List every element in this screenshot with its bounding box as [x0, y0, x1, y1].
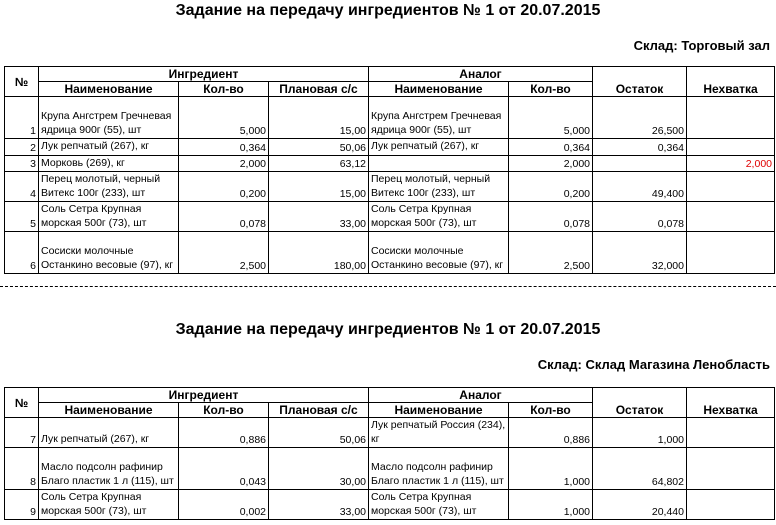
header-ingredient-group: Ингредиент	[39, 67, 369, 82]
shortage	[687, 490, 775, 520]
header-analog-group: Аналог	[369, 67, 593, 82]
analog-name: Лук репчатый (267), кг	[369, 139, 509, 156]
ingredient-qty: 0,364	[179, 139, 269, 156]
shortage: 2,000	[687, 155, 775, 172]
planned-cost: 50,06	[269, 139, 369, 156]
table-row	[5, 490, 775, 520]
row-number: 3	[5, 155, 39, 172]
ingredient-name: Крупа Ангстрем Гречневая ядрица 900г (55), шт	[39, 97, 179, 139]
planned-cost: 50,06	[269, 418, 369, 448]
balance: 0,364	[593, 139, 687, 156]
analog-name: Крупа Ангстрем Гречневая ядрица 900г (55), шт	[369, 97, 509, 139]
balance: 26,500	[593, 97, 687, 139]
analog-name: Лук репчатый Россия (234), кг	[369, 418, 509, 448]
balance: 32,000	[593, 232, 687, 274]
shortage	[687, 202, 775, 232]
header-qty: Кол-во	[179, 403, 269, 418]
balance: 49,400	[593, 172, 687, 202]
table-row	[5, 155, 775, 172]
table-row	[5, 202, 775, 232]
ingredient-name: Соль Сетра Крупная морская 500г (73), шт	[39, 202, 179, 232]
planned-cost: 63,12	[269, 155, 369, 172]
balance: 20,440	[593, 490, 687, 520]
header-name: Наименование	[39, 403, 179, 418]
ingredient-name: Лук репчатый (267), кг	[39, 418, 179, 448]
row-number: 8	[5, 448, 39, 490]
header-analog-name: Наименование	[369, 82, 509, 97]
analog-qty: 0,078	[509, 202, 593, 232]
balance: 1,000	[593, 418, 687, 448]
planned-cost: 30,00	[269, 448, 369, 490]
ingredient-qty: 5,000	[179, 97, 269, 139]
analog-name: Перец молотый, черный Витекс 100г (233), шт	[369, 172, 509, 202]
ingredients-table	[4, 387, 775, 520]
analog-qty: 2,000	[509, 155, 593, 172]
shortage	[687, 172, 775, 202]
analog-name: Сосиски молочные Останкино весовые (97), кг	[369, 232, 509, 274]
table-row	[5, 448, 775, 490]
header-name: Наименование	[39, 82, 179, 97]
planned-cost: 15,00	[269, 172, 369, 202]
ingredients-table	[4, 66, 775, 274]
row-number: 1	[5, 97, 39, 139]
header-analog-name: Наименование	[369, 403, 509, 418]
ingredient-qty: 0,002	[179, 490, 269, 520]
shortage	[687, 97, 775, 139]
document-title: Задание на передачу ингредиентов № 1 от 20.07.2015	[175, 2, 601, 19]
header-planned-cost: Плановая с/с	[269, 403, 369, 418]
analog-name: Соль Сетра Крупная морская 500г (73), шт	[369, 490, 509, 520]
balance	[593, 155, 687, 172]
ingredient-name: Морковь (269), кг	[39, 155, 179, 172]
analog-qty: 1,000	[509, 490, 593, 520]
warehouse-label: Склад: Торговый зал	[633, 38, 770, 53]
shortage	[687, 418, 775, 448]
analog-qty: 0,200	[509, 172, 593, 202]
header-shortage: Нехватка	[687, 388, 775, 418]
header-planned-cost: Плановая с/с	[269, 82, 369, 97]
planned-cost: 33,00	[269, 202, 369, 232]
ingredient-name: Масло подсолн рафинир Благо пластик 1 л (115), шт	[39, 448, 179, 490]
ingredient-qty: 0,886	[179, 418, 269, 448]
header-ingredient-group: Ингредиент	[39, 388, 369, 403]
row-number: 4	[5, 172, 39, 202]
analog-name: Соль Сетра Крупная морская 500г (73), шт	[369, 202, 509, 232]
ingredient-qty: 0,043	[179, 448, 269, 490]
shortage	[687, 448, 775, 490]
warehouse-label: Склад: Склад Магазина Ленобласть	[537, 357, 770, 372]
row-number: 5	[5, 202, 39, 232]
balance: 64,802	[593, 448, 687, 490]
planned-cost: 180,00	[269, 232, 369, 274]
row-number: 9	[5, 490, 39, 520]
table-row	[5, 97, 775, 139]
row-number: 6	[5, 232, 39, 274]
header-no: №	[5, 388, 39, 418]
header-no: №	[5, 67, 39, 97]
table-row	[5, 172, 775, 202]
ingredient-name: Сосиски молочные Останкино весовые (97), кг	[39, 232, 179, 274]
row-number: 2	[5, 139, 39, 156]
shortage	[687, 139, 775, 156]
balance: 0,078	[593, 202, 687, 232]
analog-qty: 5,000	[509, 97, 593, 139]
analog-name: Масло подсолн рафинир Благо пластик 1 л (115), шт	[369, 448, 509, 490]
table-row	[5, 418, 775, 448]
header-shortage: Нехватка	[687, 67, 775, 97]
table-row	[5, 232, 775, 274]
ingredient-name: Перец молотый, черный Витекс 100г (233), шт	[39, 172, 179, 202]
shortage	[687, 232, 775, 274]
ingredient-qty: 0,078	[179, 202, 269, 232]
analog-qty: 1,000	[509, 448, 593, 490]
ingredient-name: Соль Сетра Крупная морская 500г (73), шт	[39, 490, 179, 520]
header-analog-qty: Кол-во	[509, 82, 593, 97]
ingredient-name: Лук репчатый (267), кг	[39, 139, 179, 156]
analog-name	[369, 155, 509, 172]
header-balance: Остаток	[593, 67, 687, 97]
document-title: Задание на передачу ингредиентов № 1 от 20.07.2015	[175, 321, 601, 338]
planned-cost: 15,00	[269, 97, 369, 139]
analog-qty: 2,500	[509, 232, 593, 274]
ingredient-qty: 2,500	[179, 232, 269, 274]
analog-qty: 0,364	[509, 139, 593, 156]
header-balance: Остаток	[593, 388, 687, 418]
page-break-divider	[0, 286, 776, 287]
ingredient-qty: 2,000	[179, 155, 269, 172]
table-row	[5, 139, 775, 156]
analog-qty: 0,886	[509, 418, 593, 448]
row-number: 7	[5, 418, 39, 448]
header-analog-qty: Кол-во	[509, 403, 593, 418]
header-analog-group: Аналог	[369, 388, 593, 403]
planned-cost: 33,00	[269, 490, 369, 520]
ingredient-qty: 0,200	[179, 172, 269, 202]
header-qty: Кол-во	[179, 82, 269, 97]
